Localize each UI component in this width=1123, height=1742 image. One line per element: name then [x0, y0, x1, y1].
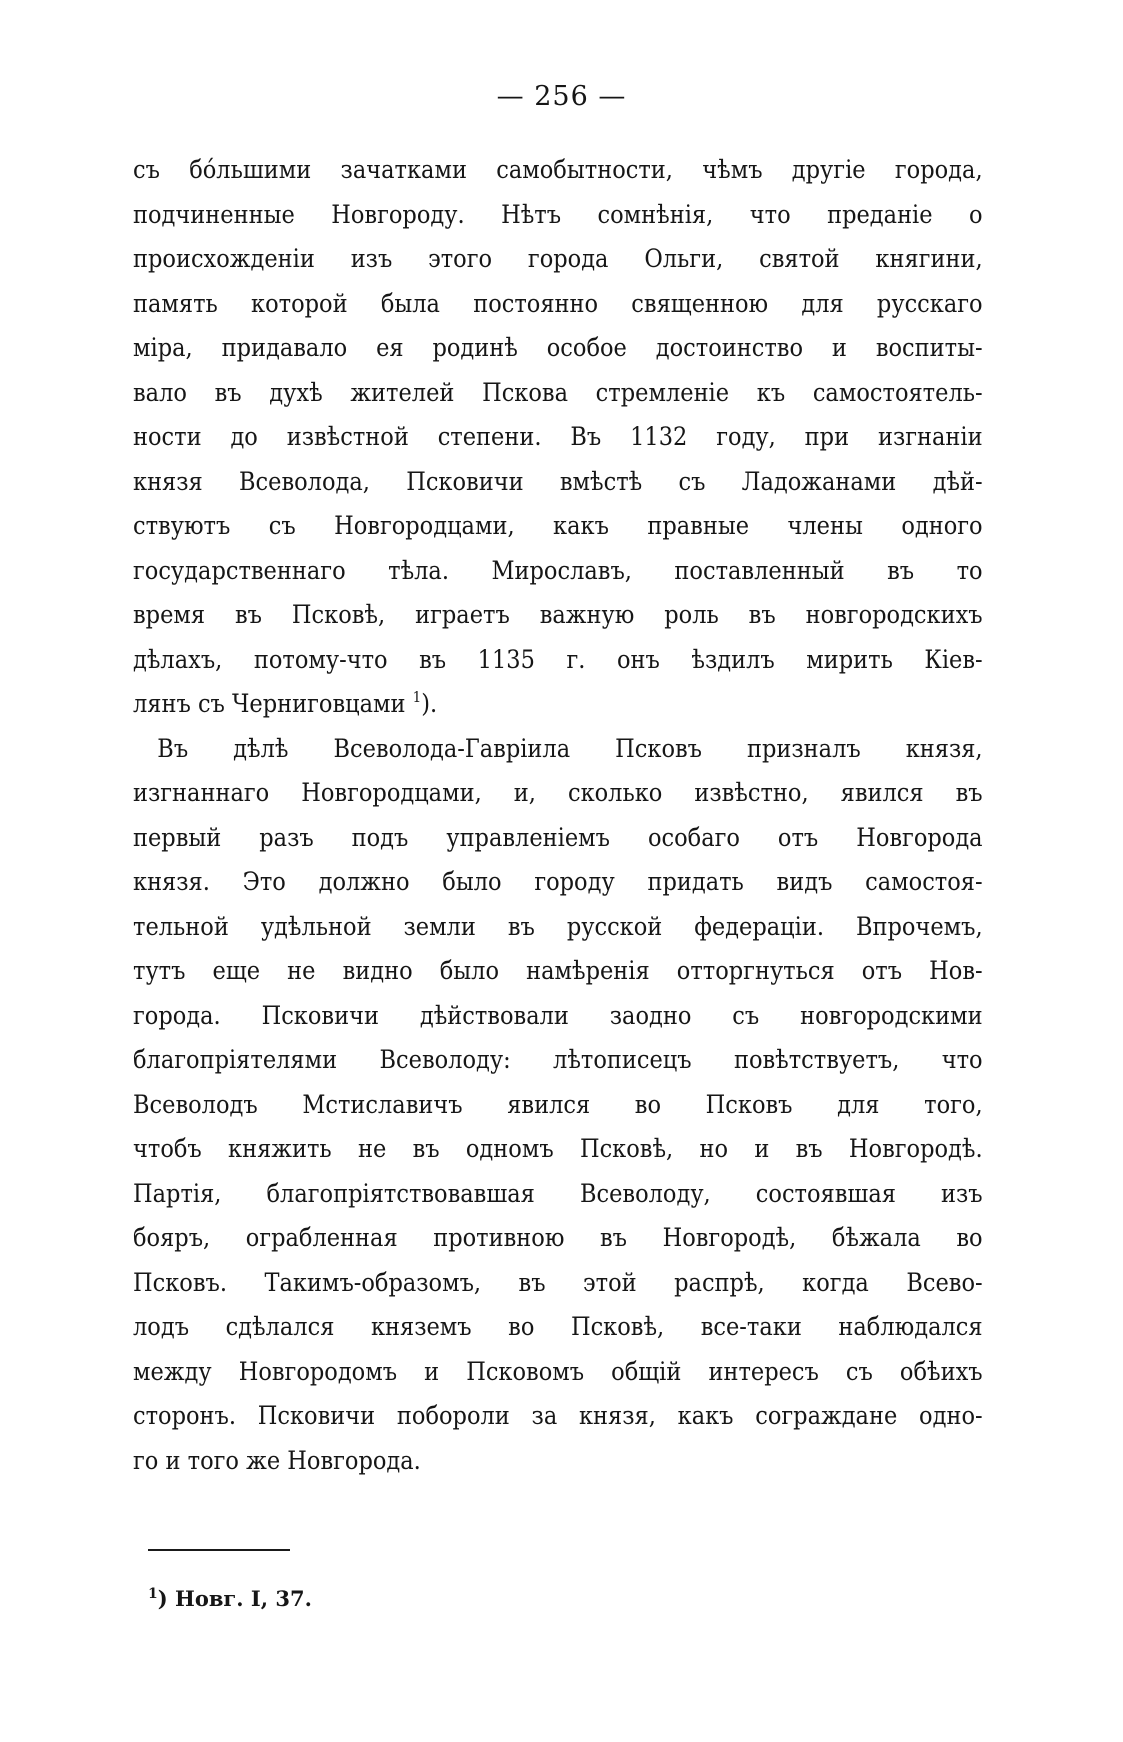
text-line: благопріятелями Всеволоду: лѣтописецъ повѣтствуетъ, что [133, 1045, 983, 1074]
page-number: — 256 — [496, 81, 627, 112]
text-line: ности до извѣстной степени. Въ 1132 году, при изгнаніи [133, 422, 983, 451]
text-line: бояръ, ограбленная противною въ Новгородѣ, бѣжала во [133, 1223, 983, 1252]
text-line: память которой была постоянно священною для русскаго [133, 288, 983, 318]
text-line: міра, придавало ея родинѣ особое достоинство и воспиты- [133, 333, 983, 362]
text-line: Псковъ. Такимъ-образомъ, въ этой распрѣ, когда Всево- [133, 1267, 983, 1297]
footnote-reference: 1 [412, 688, 422, 706]
text-line: князя Всеволода, Псковичи вмѣстѣ съ Ладожанами дѣй- [133, 466, 983, 496]
text-line: государственнаго тѣла. Мирославъ, поставленный въ то [133, 555, 983, 585]
text-line: лодъ сдѣлался княземъ во Псковѣ, все-таки наблюдался [133, 1312, 983, 1341]
text-line: Партія, благопріятствовавшая Всеволоду, состоявшая изъ [133, 1178, 983, 1208]
text-line: чтобъ княжить не въ одномъ Псковѣ, но и въ Новгородѣ. [133, 1134, 983, 1163]
footnote [148, 1585, 312, 1613]
text-line: подчиненные Новгороду. Нѣтъ сомнѣнія, что преданіе о [133, 199, 983, 229]
text-line: князя. Это должно было городу придать видъ самостоя- [133, 867, 983, 896]
text-line-closing: ). [421, 689, 438, 718]
text-line: первый разъ подъ управленіемъ особаго отъ Новгорода [133, 822, 983, 852]
text-line: изгнаннаго Новгородцами, и, сколько извѣстно, явился въ [133, 778, 983, 807]
text-line: Въ дѣлѣ Всеволода-Гавріила Псковъ призналъ князя, [157, 733, 983, 763]
text-line-final: го и того же Новгорода. [133, 1445, 421, 1475]
text-line: между Новгородомъ и Псковомъ общій интересъ съ обѣихъ [133, 1356, 983, 1386]
text-line: тутъ еще не видно было намѣренія отторгнуться отъ Нов- [133, 956, 983, 985]
text-line: время въ Псковѣ, играетъ важную роль въ новгородскихъ [133, 600, 983, 629]
text-line: дѣлахъ, потому-что въ 1135 г. онъ ѣздилъ мирить Кіев- [133, 644, 983, 674]
text-line: Всеволодъ Мстиславичъ явился во Псковъ для того, [133, 1089, 983, 1119]
footnote-text: ) Новг. I, 37. [157, 1586, 312, 1611]
footnote-mark: 1 [148, 1586, 158, 1602]
text-line: происхожденіи изъ этого города Ольги, святой княгини, [133, 244, 983, 273]
text-line: тельной удѣльной земли въ русской федераціи. Впрочемъ, [133, 911, 983, 941]
text-line-content: лянъ съ Черниговцами [133, 689, 406, 718]
text-line: съ бо́льшими зачатками самобытности, чѣмъ другіе города, [133, 155, 983, 184]
footnote-divider [148, 1549, 290, 1551]
text-line: ствуютъ съ Новгородцами, какъ правные члены одного [133, 511, 983, 540]
text-line: сторонъ. Псковичи побороли за князя, какъ сограждане одно- [133, 1401, 983, 1430]
text-line: города. Псковичи дѣйствовали заодно съ новгородскими [133, 1000, 983, 1030]
body-text [133, 148, 983, 1483]
text-line-final [133, 682, 983, 727]
text-line: вало въ духѣ жителей Пскова стремленіе къ самостоятель- [133, 377, 983, 407]
